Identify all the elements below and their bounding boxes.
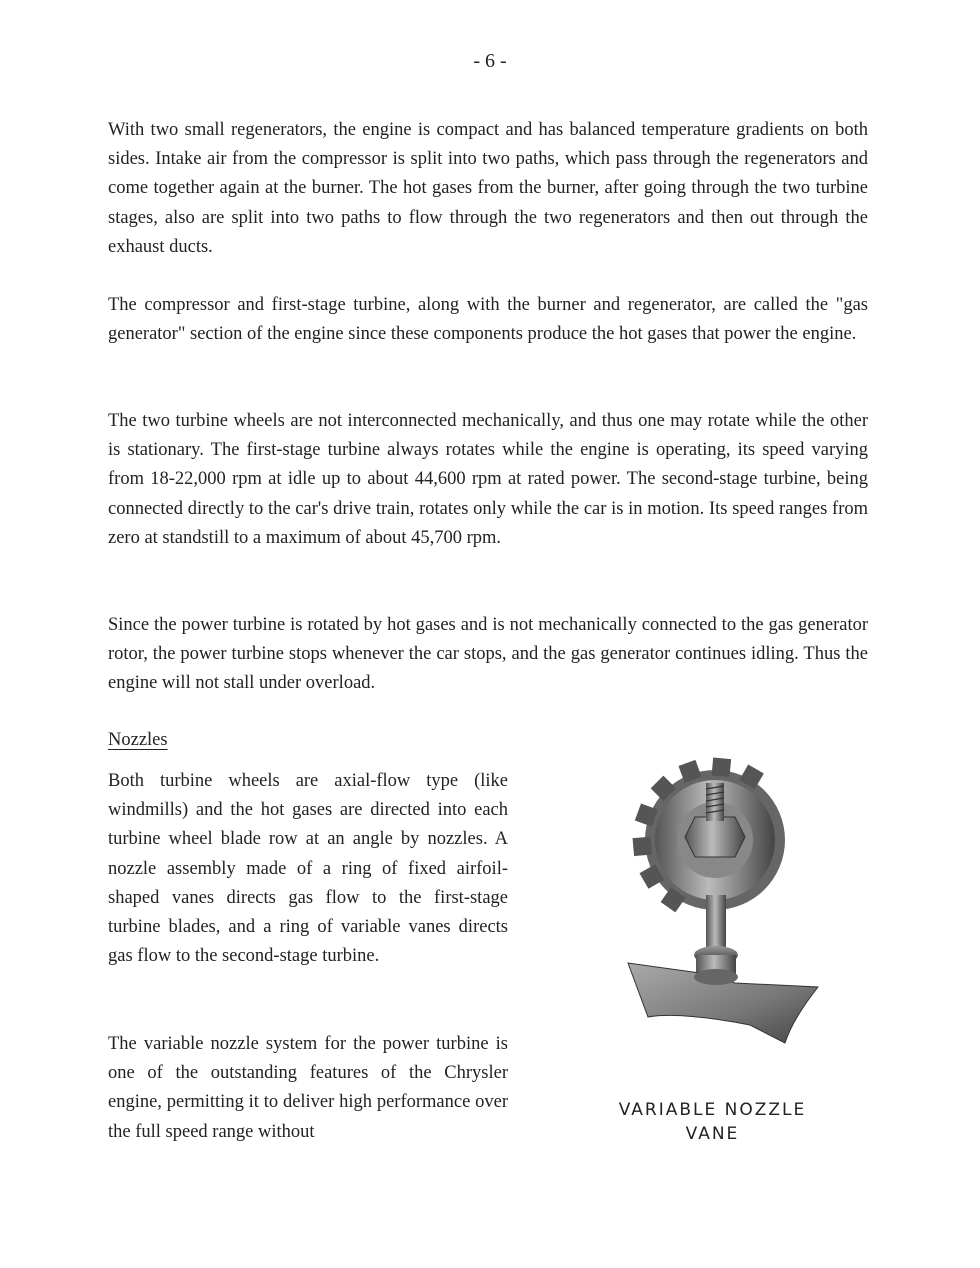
figure-caption-line-1: VARIABLE NOZZLE [618, 1100, 807, 1120]
paragraph-turbine-wheels: The two turbine wheels are not interconnected mechanically, and thus one may rotate while the other is stationary. The first-stage turbine always rotates while the engine is operating, its speed varying from 18-22,000 rpm at idle up to about 44,600 rpm at rated power. The second-stage turbine, being connected directly to the car's drive train, rotates only while the car is in motion. Its speed ranges from zero at standstill to a maximum of about 45,700 rpm. [108, 411, 868, 548]
page-number: - 6 - [473, 50, 507, 72]
paragraph-power-turbine: Since the power turbine is rotated by hot gases and is not mechanically connected to the gas generator rotor, the power turbine stops whenever the car stops, and the gas generator continues idling. Thus the engine will not stall under overload. [108, 615, 868, 694]
paragraph-variable-nozzle-system: The variable nozzle system for the power turbine is one of the outstanding features of the Chrysler engine, permitting it to deliver high performance over the full speed range without [108, 1034, 508, 1142]
paragraph-gas-generator: The compressor and first-stage turbine, along with the burner and regenerator, are called the "gas generator" section of the engine since these components produce the hot gases that power the engine. [108, 295, 868, 345]
figure-caption-line-2: VANE [685, 1124, 740, 1144]
paragraph-regenerators: With two small regenerators, the engine is compact and has balanced temperature gradients on both sides. Intake air from the compressor is split into two paths, which pass through the regenerators and come together again at the burner. The hot gases from the burner, after going through the two turbine stages, also are split into two paths to flow through the two regenerators and then out through the exhaust ducts. [108, 120, 868, 257]
variable-nozzle-vane-illustration [600, 755, 830, 1045]
paragraph-nozzles-axial-flow: Both turbine wheels are axial-flow type (like windmills) and the hot gases are directed into each turbine wheel blade row at an angle by nozzles. A nozzle assembly made of a ring of fixed airfoil-shaped vanes directs gas flow to the first-stage turbine blades, and a ring of variable vanes directs gas flow to the second-stage turbine. [108, 771, 508, 967]
section-heading-nozzles: Nozzles [108, 730, 168, 750]
figure-caption [590, 1098, 835, 1146]
